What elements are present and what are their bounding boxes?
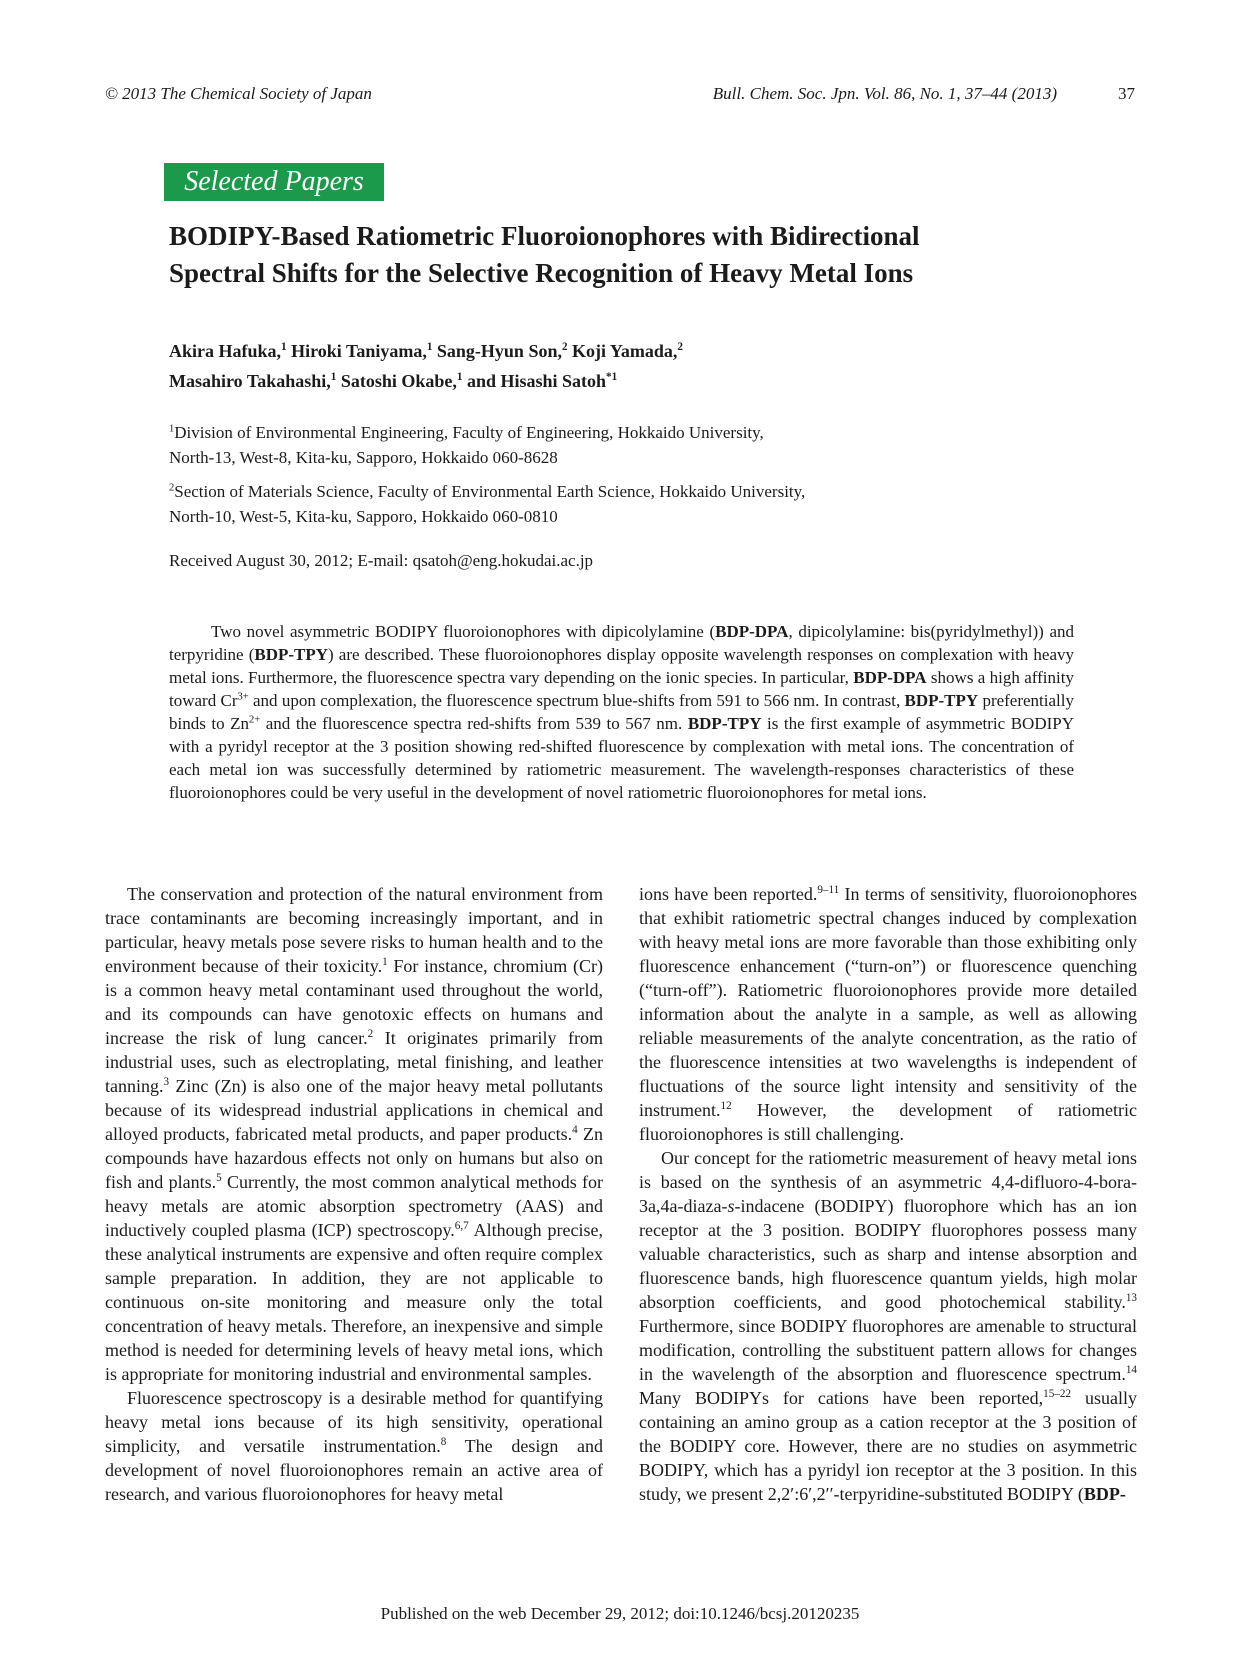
compound-name: BDP-DPA (853, 668, 927, 687)
compound-name: BDP- (1083, 1484, 1126, 1504)
authors-line-2 (169, 366, 1069, 396)
compound-name: BDP-DPA (715, 622, 789, 641)
citation: 12 (720, 1100, 732, 1112)
authors-line-1 (169, 336, 1069, 366)
affil-line: Division of Environmental Engineering, Faculty of Engineering, Hokkaido University, (174, 423, 764, 442)
abstract: Two novel asymmetric BODIPY fluoroionophores with dipicolylamine (BDP-DPA, dipicolylamine: bis(pyridylmethyl)) and terpyridine (BDP-TPY) are described. These fluoroionophores display opposite wavelength responses on complexation with heavy metal ions. Furthermore, the fluorescence spectra vary depending on the ionic species. In particular, BDP-DPA shows a high affinity toward $Cr^{3+}$ and upon complexation, the fluorescence spectrum blue-shifts from 591 to 566 nm. In contrast, BDP-TPY preferentially binds to $Zn^{2+}$ and the fluorescence spectra red-shifts from 539 to 567 nm. BDP-TPY is the first example of asymmetric BODIPY with a pyridyl receptor at the 3 position showing red-shifted fluorescence by complexation with metal ions. The concentration of each metal ion was successfully determined by ratiometric measurement. The wavelength-responses characteristics of these fluoroionophores could be very useful in the development of novel ratiometric fluoroionophores for metal ions. (169, 622, 1074, 802)
section-banner: Selected Papers (164, 163, 384, 201)
compound-name: BDP-TPY (904, 691, 979, 710)
author-name: Koji Yamada, (572, 341, 678, 361)
affiliation-2 (169, 479, 1069, 529)
publication-footer: Published on the web December 29, 2012; doi:10.1246/bcsj.20120235 (380, 1604, 860, 1623)
author-name: Hiroki Taniyama, (291, 341, 427, 361)
author-affil-mark: 2 (561, 341, 568, 353)
citation: 9–11 (817, 884, 840, 896)
author-affil-mark: 2 (677, 341, 683, 353)
citation: 4 (572, 1124, 578, 1136)
citation: 15–22 (1043, 1388, 1072, 1400)
affil-mark: 1 (169, 423, 175, 435)
author-affil-mark: 1 (456, 371, 463, 383)
author-name: Satoshi Okabe, (340, 371, 457, 391)
citation: 14 (1125, 1364, 1137, 1376)
affil-line: North-10, West-5, Kita-ku, Sapporo, Hokkaido 060-0810 (169, 507, 558, 526)
author-affil-mark: 1 (281, 341, 287, 353)
citation: 3 (163, 1076, 170, 1088)
citation: 1 (382, 956, 388, 968)
body-right-column (639, 882, 1137, 1506)
affil-line: North-13, West-8, Kita-ku, Sapporo, Hokkaido 060-8628 (169, 448, 558, 467)
title-line-1: BODIPY-Based Ratiometric Fluoroionophores with Bidirectional (169, 221, 920, 251)
body-left-column (105, 882, 603, 1506)
page-number: 37 (1118, 84, 1135, 103)
compound-name: BDP-TPY (687, 714, 762, 733)
citation: 13 (1125, 1292, 1137, 1304)
author-affil-mark: 1 (426, 341, 433, 353)
author-name: and Hisashi Satoh (466, 371, 607, 391)
citation: 6,7 (454, 1220, 469, 1232)
title-line-2: Spectral Shifts for the Selective Recognition of Heavy Metal Ions (169, 258, 914, 288)
paper-title (169, 218, 1069, 292)
author-name: Masahiro Takahashi, (169, 371, 331, 391)
body-paragraph: The conservation and protection of the natural environment from trace contaminants are becoming increasingly important, and in particular, heavy metals pose severe risks to human health and to the environment because of their toxicity.$^1$ For instance, chromium (Cr) is a common heavy metal contaminant used throughout the world, and its compounds can have genotoxic effects on humans and increase the risk of lung cancer.$^2$ It originates primarily from industrial uses, such as electroplating, metal finishing, and leather tanning.$^3$ Zinc (Zn) is also one of the major heavy metal pollutants because of its widespread industrial applications in chemical and alloyed products, fabricated metal products, and paper products.$^4$ Zn compounds have hazardous effects not only on humans but also on fish and plants.$^5$ Currently, the most common analytical methods for heavy metals are atomic absorption spectrometry (AAS) and inductively coupled plasma (ICP) spectroscopy.$^{6,7}$ Although precise, these analytical instruments are expensive and often require complex sample preparation. In addition, they are not applicable to continuous on-site monitoring and measure only the total concentration of heavy metals. Therefore, an inexpensive and simple method is needed for determining levels of heavy metal ions, which is appropriate for monitoring industrial and environmental samples. (105, 884, 604, 1384)
affil-line: Section of Materials Science, Faculty of Environmental Earth Science, Hokkaido University, (174, 482, 806, 501)
body-paragraph: Fluorescence spectroscopy is a desirable method for quantifying heavy metal ions because of its high sensitivity, operational simplicity, and versatile instrumentation.$^8$ The design and development of novel fluoroionophores remain an active area of research, and various fluoroionophores for heavy metal (105, 1388, 603, 1504)
author-affil-mark: 1 (330, 371, 337, 383)
citation: 8 (440, 1436, 447, 1448)
body-paragraph: ions have been reported.$^{9-11}$ In terms of sensitivity, fluoroionophores that exhibit ratiometric spectral changes induced by complexation with heavy metal ions are more favorable than those exhibiting only fluorescence enhancement (“turn-on”) or fluorescence quenching (“turn-off”). Ratiometric fluoroionophores provide more detailed information about the analyte in a sample, as well as allowing reliable measurements of the analyte concentration, as the ratio of the fluorescence intensities at two wavelengths is independent of fluctuations of the source light intensity and sensitivity of the instrument.$^{12}$ However, the development of ratiometric fluoroionophores is still challenging. (639, 884, 1138, 1144)
author-name: Sang-Hyun Son, (436, 341, 562, 361)
journal-citation: Bull. Chem. Soc. Jpn. Vol. 86, No. 1, 37–44 (2013) (712, 84, 1057, 103)
affil-mark: 2 (169, 482, 175, 494)
compound-name: BDP-TPY (254, 645, 329, 664)
affiliation-1 (169, 420, 1069, 470)
author-list (169, 336, 1069, 396)
body-paragraph: Our concept for the ratiometric measurement of heavy metal ions is based on the synthesis of an asymmetric 4,4-difluoro-4-bora-3a,4a-diaza-s-indacene (BODIPY) fluorophore which has an ion receptor at the 3 position. BODIPY fluorophores possess many valuable characteristics, such as sharp and intense absorption and fluorescence bands, high fluorescence quantum yields, high molar absorption coefficients, and good photochemical stability.$^{13}$ Furthermore, since BODIPY fluorophores are amenable to structural modification, controlling the substituent pattern allows for changes in the wavelength of the absorption and fluorescence spectrum.$^{14}$ Many BODIPYs for cations have been reported,$^{15-22}$ usually containing an amino group as a cation receptor at the 3 position of the BODIPY core. However, there are no studies on asymmetric BODIPY, which has a pyridyl ion receptor at the 3 position. In this study, we present 2,2′:6′,2′′-terpyridine-substituted BODIPY (BDP- (639, 1148, 1138, 1504)
citation: 2 (367, 1028, 374, 1040)
received-email-line: Received August 30, 2012; E-mail: qsatoh@eng.hokudai.ac.jp (169, 551, 594, 570)
citation: 5 (216, 1172, 222, 1184)
copyright-line: © 2013 The Chemical Society of Japan (105, 84, 372, 103)
author-name: Akira Hafuka, (169, 341, 282, 361)
author-affil-mark: *1 (606, 371, 618, 383)
